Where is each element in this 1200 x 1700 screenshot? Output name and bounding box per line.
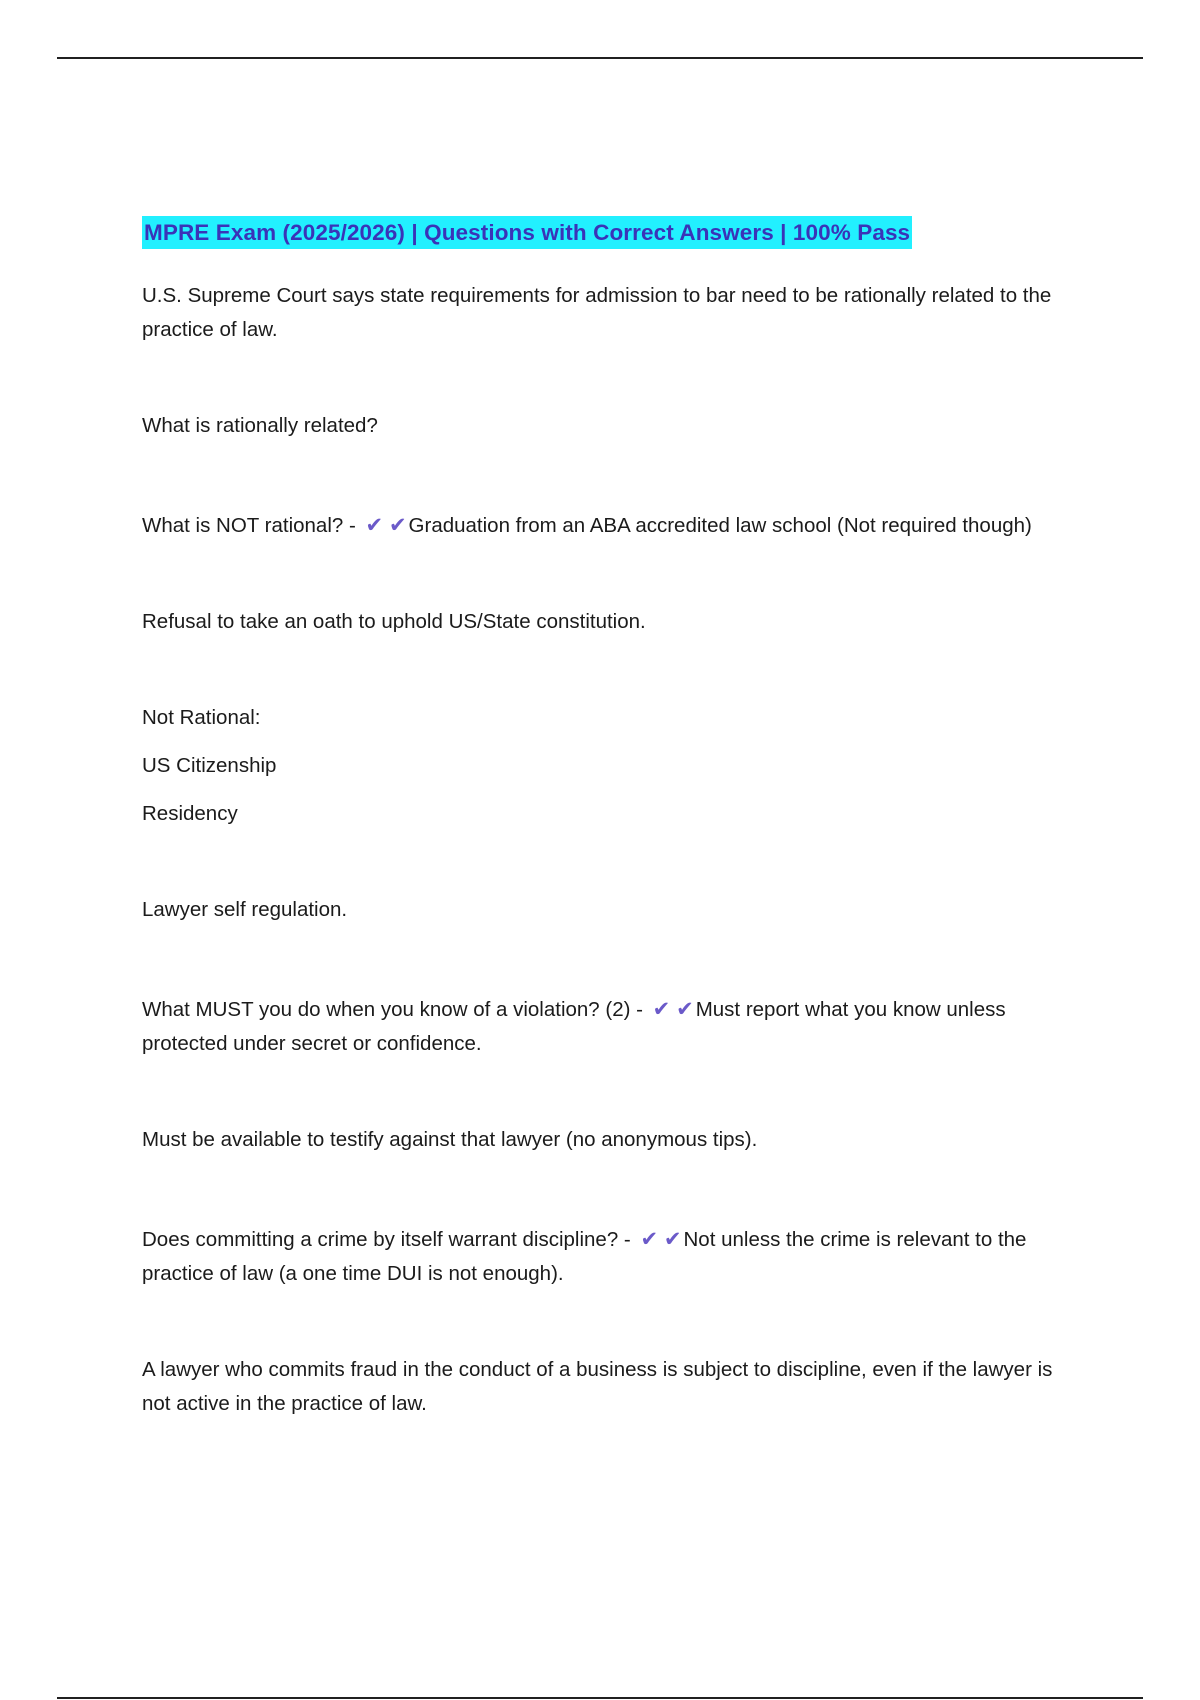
- paragraph-self-regulation: Lawyer self regulation.: [142, 898, 348, 921]
- question-text: What is NOT rational? -: [142, 514, 356, 537]
- title-block: [142, 214, 1082, 255]
- question-text: What MUST you do when you know of a violation? (2) -: [142, 998, 643, 1021]
- top-rule: [57, 57, 1143, 59]
- bottom-rule: [57, 1697, 1143, 1699]
- double-check-icon: ✔ ✔: [365, 514, 407, 537]
- qa-not-rational: [142, 509, 1082, 543]
- double-check-icon: ✔ ✔: [640, 1228, 682, 1251]
- question-text: Does committing a crime by itself warrant discipline? -: [142, 1228, 631, 1251]
- paragraph-testify: Must be available to testify against that lawyer (no anonymous tips).: [142, 1128, 758, 1151]
- qa-crime-discipline: [142, 1223, 1082, 1291]
- paragraph-fraud-business: A lawyer who commits fraud in the conduct of a business is subject to discipline, even if the lawyer is not active in the practice of law.: [142, 1358, 1053, 1415]
- paragraph-us-citizenship: US Citizenship: [142, 754, 277, 777]
- document-body: [142, 214, 1082, 1421]
- paragraph-not-rational-heading: Not Rational:: [142, 706, 261, 729]
- answer-text: Must report what you know unless protected under secret or confidence.: [142, 998, 1006, 1055]
- document-title: MPRE Exam (2025/2026) | Questions with Correct Answers | 100% Pass: [142, 216, 912, 249]
- double-check-icon: ✔ ✔: [652, 998, 694, 1021]
- paragraph-rationally-related: What is rationally related?: [142, 414, 378, 437]
- paragraph-residency: Residency: [142, 802, 238, 825]
- paragraph-refusal-oath: Refusal to take an oath to uphold US/State constitution.: [142, 610, 646, 633]
- answer-text: Graduation from an ABA accredited law school (Not required though): [408, 514, 1032, 537]
- answer-text: Not unless the crime is relevant to the practice of law (a one time DUI is not enough).: [142, 1228, 1027, 1285]
- qa-must-report: [142, 993, 1082, 1061]
- paragraph-supreme-court: U.S. Supreme Court says state requirements for admission to bar need to be rationally related to the practice of law.: [142, 284, 1052, 341]
